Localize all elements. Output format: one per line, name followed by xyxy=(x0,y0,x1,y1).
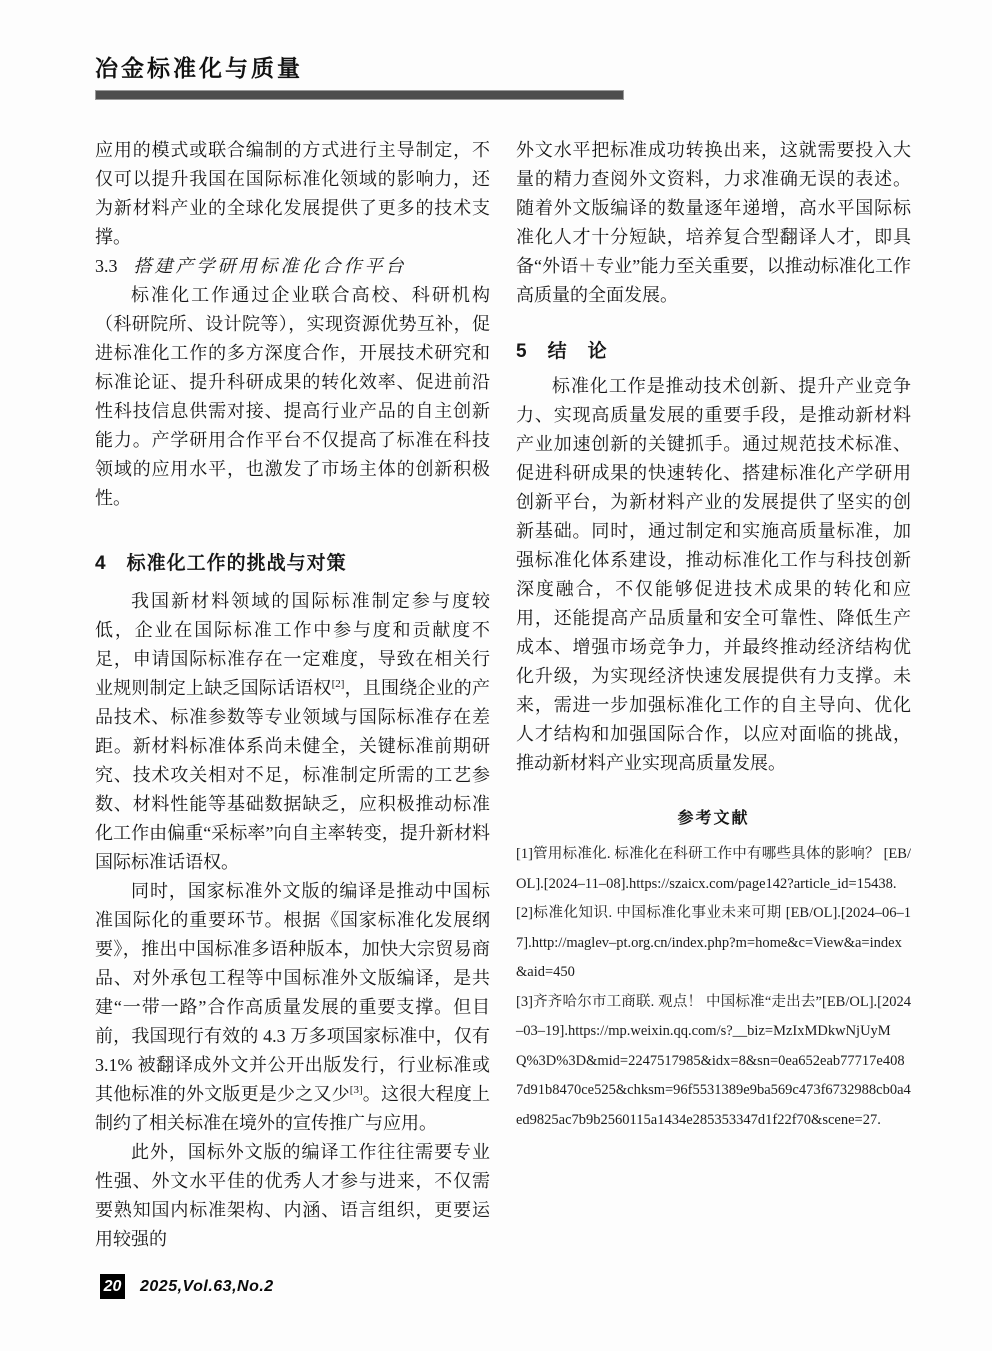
paragraph-continuation: 应用的模式或联合编制的方式进行主导制定，不仅可以提升我国在国际标准化领域的影响力，还为新材料产业的全球化发展提供了更多的技术支撑。 xyxy=(95,140,490,247)
page-footer xyxy=(100,1274,274,1299)
paragraph-4-2 xyxy=(95,877,490,1138)
paragraph-3-3: 标准化工作通过企业联合高校、科研机构（科研院所、设计院等），实现资源优势互补，促进标准化工作的多方深度合作，开展技术研究和标准论证、提升科研成果的转化效率、促进前沿性科技信息供需对接、提高行业产品的自主创新能力。产学研用合作平台不仅提高了标准在科技领域的应用水平，也激发了市场主体的创新积极性。 xyxy=(95,285,490,508)
right-column xyxy=(516,136,911,1254)
paragraph-4-1-text-b: ，且围绕企业的产品技术、标准参数等专业领域与国际标准存在差距。新材料标准体系尚未健全，关键标准前期研究、技术攻关相对不足，标准制定所需的工艺参数、材料性能等基础数据缺乏，应积极推动标准化工作由偏重“采标率”向自主率转变，提升新材料国际标准话语权。 xyxy=(95,678,491,872)
issue-info: 2025,Vol.63,No.2 xyxy=(140,1277,274,1295)
heading-3-3-title: 搭建产学研用标准化合作平台 xyxy=(133,256,407,276)
paragraph-4-2-text-a: 同时，国家标准外文版的编译是推动中国标准国际化的重要环节。根据《国家标准化发展纲要》，推出中国标准多语种版本，加快大宗贸易商品、对外承包工程等中国标准外文版编译，是共建“一带一路”合作高质量发展的重要支撑。但目前，我国现行有效的 4.3 万多项国家标准中，仅有 3.1% 被翻译成外文并公开出版发行，行业标准或其他标准的外文版更是少之又少 xyxy=(95,881,490,1104)
references-title: 参考文献 xyxy=(677,810,750,827)
header-rule-bar xyxy=(95,90,624,100)
paragraph-4-3: 此外，国标外文版的编译工作往往需要专业性强、外文水平佳的优秀人才参与进来，不仅需要熟知国内标准架构、内涵、语言组织，更要运用较强的 xyxy=(95,1142,490,1249)
reference-item-1: [1]管用标准化. 标准化在科研工作中有哪些具体的影响？ [EB/OL].[2024–11–08].https://szaicx.com/page142?article_id=15438. xyxy=(516,846,911,892)
left-column xyxy=(95,136,490,1254)
reference-item-3: [3]齐齐哈尔市工商联. 观点！ 中国标准“走出去”[EB/OL].[2024–03–19].https://mp.weixin.qq.com/s?__biz=MzIxMDkwNjUyMQ%3D%3D&mid=2247517985&idx=8&sn=0ea652eab77717e4087d91b8470ce525&chksm=96f5531389e9ba569c473f6732988cb0a4ed9825ac7b9b2560115a1434e285353347d1f22f70&scene=27. xyxy=(516,993,911,1128)
citation-superscript-3: [3] xyxy=(349,1084,363,1096)
article-body xyxy=(95,136,912,1254)
paragraph-4-2-text-b: 。这很大程度上制约了相关标准在境外的宣传推广与应用。 xyxy=(95,1084,490,1133)
heading-3-3 xyxy=(95,252,490,281)
paragraph-4-1 xyxy=(95,587,490,877)
heading-section-4: 4 标准化工作的挑战与对策 xyxy=(95,553,347,574)
page-number-box xyxy=(100,1274,125,1299)
reference-item-2: [2]标准化知识. 中国标准化事业未来可期 [EB/OL].[2024–06–17].http://maglev–pt.org.cn/index.php?m=home&c=View&a=index&aid=450 xyxy=(516,905,911,980)
page-header xyxy=(95,50,624,100)
paragraph-5-1: 标准化工作是推动技术创新、提升产业竞争力、实现高质量发展的重要手段，是推动新材料产业加速创新的关键抓手。通过规范技术标准、促进科研成果的快速转化、搭建标准化产学研用创新平台，为新材料产业的发展提供了坚实的创新基础。同时，通过制定和实施高质量标准，加强标准化体系建设，推动标准化工作与科技创新深度融合，不仅能够促进技术成果的转化和应用，还能提高产品质量和安全可靠性、降低生产成本、增强市场竞争力，并最终推动经济结构优化升级，为实现经济快速发展提供有力支撑。未来，需进一步加强标准化工作的自主导向、优化人才结构和加强国际合作，以应对面临的挑战，推动新材料产业实现高质量发展。 xyxy=(516,376,911,773)
heading-3-3-number: 3.3 xyxy=(95,256,118,276)
paragraph-4-1-text-a: 我国新材料领域的国际标准制定参与度较低，企业在国际标准工作中参与度和贡献度不足，申请国际标准存在一定难度，导致在相关行业规则制定上缺乏国际话语权 xyxy=(95,591,490,698)
page-number: 20 xyxy=(103,1277,122,1295)
citation-superscript-2: [2] xyxy=(331,678,345,690)
heading-section-5: 5 结 论 xyxy=(516,341,608,362)
paragraph-continuation-right: 外文水平把标准成功转换出来，这就需要投入大量的精力查阅外文资料，力求准确无误的表述。随着外文版编译的数量逐年递增，高水平国际标准化人才十分短缺，培养复合型翻译人才，即具备“外语＋专业”能力至关重要，以推动标准化工作高质量的全面发展。 xyxy=(516,140,911,305)
journal-title: 冶金标准化与质量 xyxy=(95,55,303,81)
